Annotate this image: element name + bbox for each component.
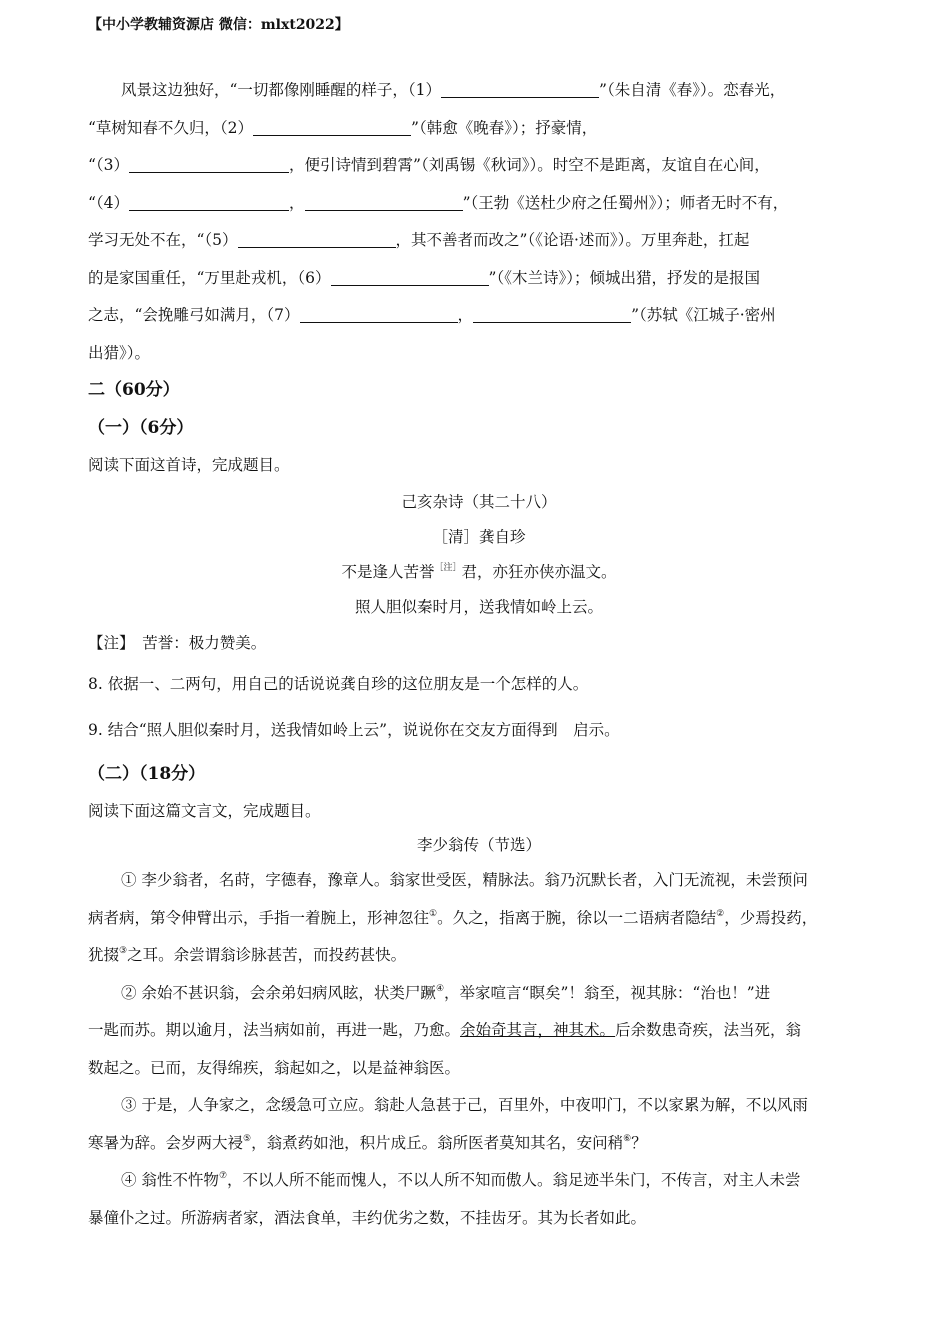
prose-p1-line1: ① 李少翁者，名莳，字德春，豫章人。翁家世受医，精脉法。翁乃沉默长者，入门无流视，未尝预问 (121, 871, 808, 889)
underlined-sentence: 余始奇其言，神其术。 (460, 1021, 616, 1039)
prose-text: 之耳。余尝谓翁诊脉甚苦，而投药甚快。 (127, 946, 407, 964)
prose-text: 。久之，指离于腕，徐以一二语病者隐结 (437, 908, 717, 927)
prose-instruction: 阅读下面这篇文言文，完成题目。 (88, 802, 321, 820)
answer-blank-7a[interactable] (300, 304, 458, 323)
answer-blank-3[interactable] (129, 154, 289, 173)
fill-text: ”（苏轼《江城子·密州 (631, 306, 776, 324)
footnote-marker: ⑤ (243, 1133, 252, 1144)
header-watermark: 【中小学教辅资源店 微信：mlxt2022】 (88, 17, 349, 33)
poem-title: 己亥杂诗（其二十八） (401, 492, 557, 511)
prose-text: ，少焉投药， (724, 908, 818, 927)
fill-text: 之志，“会挽雕弓如满月，（7） (88, 306, 300, 324)
fill-text: 风景这边独好，“一切都像刚睡醒的样子，（1） (121, 81, 442, 99)
fill-line-4 (88, 185, 870, 223)
prose-p2-line1 (88, 975, 870, 1013)
fill-text: “草树知春不久归，（2） (88, 118, 254, 137)
fill-text: 的是家国重任，“万里赴戎机，（6） (88, 268, 331, 287)
prose-text: ，举家喧言“瞑矣”！翁至，视其脉：“治也！”进 (444, 983, 771, 1002)
prose-text: 寒暑为辞。会岁两大祲 (88, 1133, 244, 1152)
fill-text: ”（《木兰诗》）；倾城出猎，抒发的是报国 (488, 268, 760, 287)
footnote-marker: ［注］ (434, 562, 462, 573)
fill-line-6 (88, 260, 870, 298)
prose-text: 一匙而苏。期以逾月，法当病如前，再进一匙，乃愈。 (88, 1021, 461, 1039)
prose-text: 后余数患奇疾，法当死，翁 (615, 1021, 802, 1039)
footnote-marker: ⑦ (218, 1171, 228, 1181)
prose-title: 李少翁传（节选） (416, 836, 541, 854)
prose-p2-line2 (88, 1012, 870, 1050)
fill-line-5 (88, 222, 870, 260)
question-9: 9. 结合“照人胆似秦时月，送我情如岭上云”，说说你在交友方面得到 启示。 (88, 721, 620, 739)
prose-p4-line1 (88, 1162, 870, 1200)
poem-text: 不是逢人苦誉 (341, 562, 435, 581)
answer-blank-2[interactable] (253, 117, 411, 136)
answer-blank-4a[interactable] (129, 192, 289, 211)
poem-instruction: 阅读下面这首诗，完成题目。 (88, 456, 290, 474)
answer-blank-7b[interactable] (473, 304, 631, 323)
fill-text: ”（王勃《送杜少府之任蜀州》）；师者无时不有， (462, 193, 789, 212)
fill-text: ， (289, 193, 305, 212)
poem-note: 【注】 苦誉：极力赞美。 (88, 633, 267, 652)
answer-blank-6[interactable] (331, 267, 489, 286)
poem-line-1 (88, 555, 870, 590)
prose-text: 病者病，第令伸臂出示，手指一着腕上，形神忽往 (88, 908, 430, 927)
fill-text: “（4） (88, 193, 130, 212)
prose-p4-line2: 暴僮仆之过。所游病者家，酒法食单，丰约优劣之数，不挂齿牙。其为长者如此。 (88, 1208, 647, 1227)
subsection-heading-2: （二）（18分） (88, 764, 206, 784)
answer-blank-5[interactable] (238, 229, 396, 248)
fill-line-7 (88, 297, 870, 335)
fill-text: ”（韩愈《晚春》）；抒豪情， (411, 118, 598, 137)
question-8: 8. 依据一、二两句，用自己的话说说龚自珍的这位朋友是一个怎样的人。 (88, 675, 589, 693)
prose-text: 犹掇 (88, 946, 120, 964)
prose-text: ？ (631, 1133, 647, 1152)
prose-text: ，不以人所不能而愧人，不以人所不知而傲人。翁足迹半朱门，不传言，对主人未尝 (227, 1171, 801, 1189)
footnote-marker: ③ (119, 946, 128, 956)
prose-p1-line3 (88, 937, 870, 975)
prose-p1-line2 (88, 900, 870, 938)
fill-text: ，其不善者而改之”（《论语·述而》）。万里奔赴，扛起 (395, 231, 750, 249)
prose-p2-line3: 数起之。已而，友得绵疾，翁起如之，以是益神翁医。 (88, 1058, 461, 1077)
prose-p3-line1: ③ 于是，人争家之，念缓急可立应。翁赴人急甚于己，百里外，中夜叩门，不以家累为解，不以风雨 (121, 1096, 808, 1114)
poem-block (88, 485, 870, 625)
prose-text: ② 余始不甚识翁，会余弟妇病风眩，状类尸蹶 (121, 983, 436, 1002)
section-heading: 二（60分） (88, 380, 180, 400)
poem-line-2: 照人胆似秦时月，送我情如岭上云。 (354, 597, 603, 616)
fill-line-1 (88, 72, 870, 110)
fill-text: ， (457, 306, 474, 324)
footnote-marker: ② (716, 908, 725, 919)
fill-line-2 (88, 110, 870, 148)
prose-p3-line2 (88, 1125, 870, 1163)
poem-author: ［清］龚自珍 (432, 527, 526, 546)
prose-text: ，翁煮药如池，积片成丘。翁所医者莫知其名，安问稍 (251, 1133, 624, 1152)
prose-text: ④ 翁性不忤物 (121, 1171, 219, 1189)
footnote-marker: ① (429, 908, 438, 919)
fill-text: ”（朱自清《春》）。恋春光， (599, 81, 786, 99)
fill-text: ，便引诗情到碧霄”（刘禹锡《秋词》）。时空不是距离，友谊自在心间， (289, 156, 770, 174)
footnote-marker: ④ (435, 983, 445, 994)
document-body (88, 72, 870, 1237)
footnote-marker: ⑥ (623, 1133, 632, 1144)
answer-blank-1[interactable] (441, 79, 599, 98)
subsection-heading-1: （一）（6分） (88, 417, 194, 438)
poem-text: 君，亦狂亦侠亦温文。 (461, 562, 617, 581)
fill-line-3 (88, 147, 870, 185)
answer-blank-4b[interactable] (305, 192, 463, 211)
fill-line-8: 出猎》）。 (88, 343, 151, 362)
fill-text: “（3） (88, 156, 130, 174)
fill-text: 学习无处不在，“（5） (88, 231, 238, 249)
